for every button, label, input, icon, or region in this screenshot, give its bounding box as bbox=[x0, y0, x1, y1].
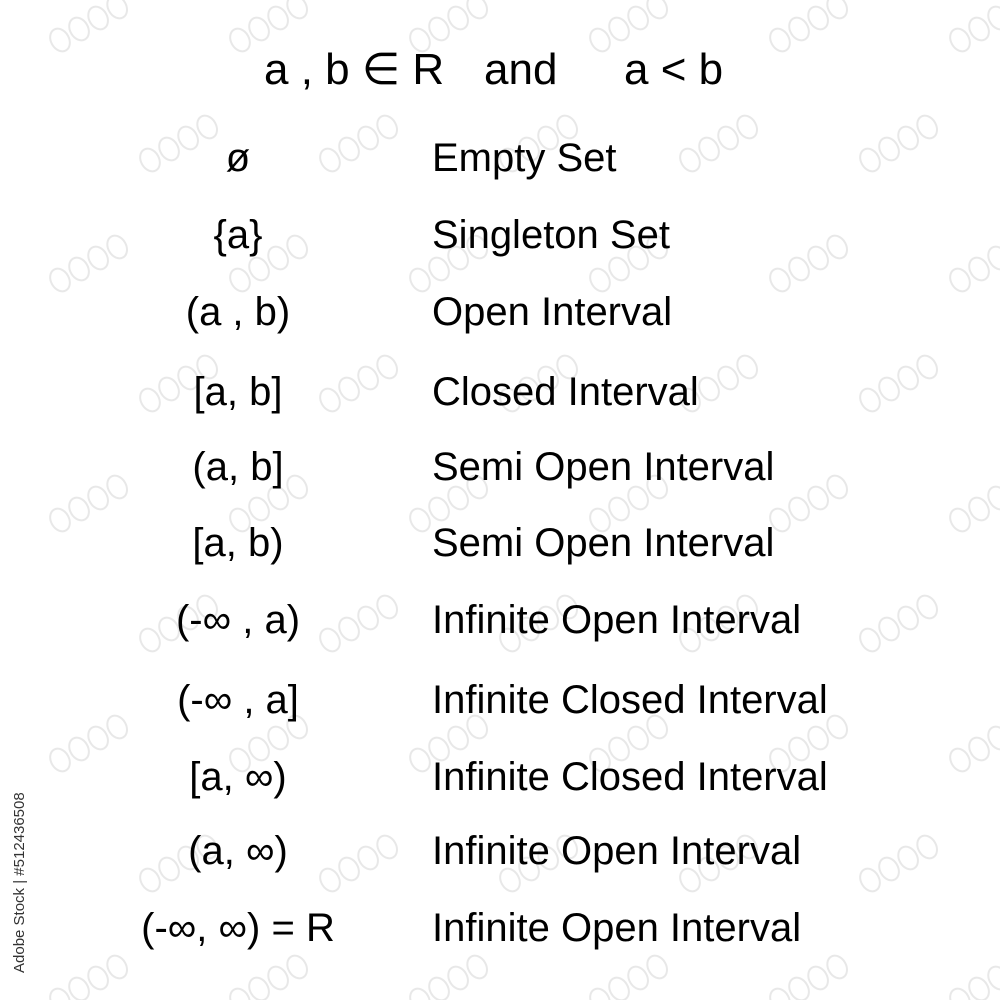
table-row bbox=[0, 439, 1000, 495]
table-row bbox=[0, 823, 1000, 879]
conjunction-text: and bbox=[484, 45, 558, 94]
name-cell: Infinite Open Interval bbox=[432, 598, 802, 642]
name-cell: Semi Open Interval bbox=[432, 521, 775, 565]
notation-cell: {a} bbox=[213, 213, 263, 257]
table-row bbox=[0, 672, 1000, 728]
table-row bbox=[0, 592, 1000, 648]
stock-id-text: Adobe Stock | #512436508 bbox=[11, 792, 28, 973]
table-row bbox=[0, 749, 1000, 805]
definition-header bbox=[0, 40, 1000, 100]
inequality-text: a < b bbox=[624, 45, 724, 94]
condition-text: a , b ∈ R bbox=[264, 45, 445, 94]
table-row bbox=[0, 207, 1000, 263]
table-row bbox=[0, 900, 1000, 956]
notation-cell: (a, b] bbox=[192, 445, 284, 489]
notation-cell: [a, b) bbox=[192, 521, 284, 565]
stock-id-label bbox=[8, 765, 30, 975]
table-row bbox=[0, 364, 1000, 420]
table-row bbox=[0, 515, 1000, 571]
notation-cell: [a, b] bbox=[193, 370, 283, 414]
notation-cell: [a, ∞) bbox=[189, 755, 287, 799]
name-cell: Infinite Closed Interval bbox=[432, 678, 828, 722]
notation-cell: (-∞ , a) bbox=[175, 598, 301, 642]
name-cell: Semi Open Interval bbox=[432, 445, 775, 489]
name-cell: Infinite Open Interval bbox=[432, 829, 802, 873]
notation-cell: (-∞ , a] bbox=[177, 678, 299, 722]
name-cell: Infinite Open Interval bbox=[432, 906, 802, 950]
notation-cell: ø bbox=[225, 136, 251, 180]
table-row bbox=[0, 130, 1000, 186]
notation-cell: (a, ∞) bbox=[188, 829, 288, 873]
name-cell: Open Interval bbox=[432, 290, 673, 334]
name-cell: Singleton Set bbox=[432, 213, 670, 257]
name-cell: Empty Set bbox=[432, 136, 617, 180]
name-cell: Closed Interval bbox=[432, 370, 699, 414]
notation-cell: (-∞, ∞) = R bbox=[141, 906, 335, 950]
table-row bbox=[0, 284, 1000, 340]
notation-cell: (a , b) bbox=[185, 290, 291, 334]
name-cell: Infinite Closed Interval bbox=[432, 755, 828, 799]
